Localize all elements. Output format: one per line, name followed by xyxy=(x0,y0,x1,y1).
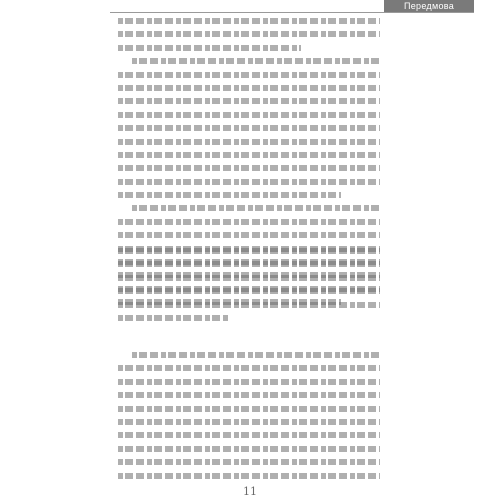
text-block-lower xyxy=(118,352,380,486)
text-block-middle xyxy=(118,248,380,328)
running-header: Передмова xyxy=(384,0,474,12)
page-number: 11 xyxy=(243,485,257,498)
header-rule xyxy=(110,12,474,13)
